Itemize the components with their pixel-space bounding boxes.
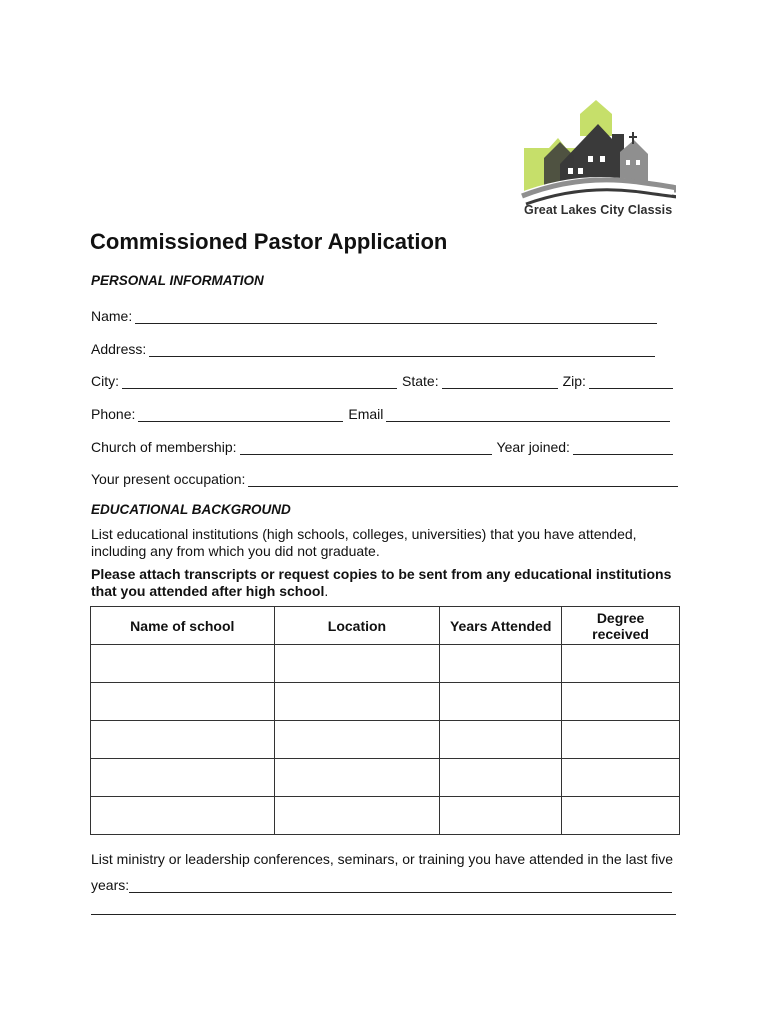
degree-cell[interactable] [562, 797, 680, 835]
name-label: Name: [91, 308, 133, 324]
church-row [91, 437, 673, 455]
email-field[interactable] [386, 407, 670, 422]
col-header-location: Location [274, 607, 440, 645]
year-joined-field[interactable] [573, 440, 673, 455]
zip-label: Zip: [562, 373, 586, 389]
school-name-cell[interactable] [91, 683, 275, 721]
col-header-degree-text: Degree received [592, 609, 649, 642]
address-label: Address: [91, 341, 147, 357]
years-cell[interactable] [440, 797, 562, 835]
school-name-cell[interactable] [91, 797, 275, 835]
training-prompt: List ministry or leadership conferences, seminars, or training you have attended in the last five [91, 851, 674, 867]
transcripts-note [91, 566, 691, 600]
degree-cell[interactable] [562, 721, 680, 759]
years-cell[interactable] [440, 683, 562, 721]
table-row [91, 645, 680, 683]
transcripts-note-bold: Please attach transcripts or request copies to be sent from any educational institutions that you attended after high school [91, 566, 672, 599]
table-row [91, 683, 680, 721]
state-label: State: [402, 373, 439, 389]
location-cell[interactable] [274, 759, 440, 797]
training-years-label: years: [91, 877, 130, 893]
logo-window [600, 156, 605, 162]
training-field-line1[interactable] [129, 878, 672, 893]
logo-window [578, 168, 583, 174]
logo-cross-horizontal [629, 136, 637, 138]
school-name-cell[interactable] [91, 759, 275, 797]
table-row [91, 797, 680, 835]
personal-info-heading: PERSONAL INFORMATION [91, 273, 264, 288]
page-title: Commissioned Pastor Application [90, 229, 448, 254]
table-row [91, 759, 680, 797]
email-label: Email [348, 406, 384, 422]
year-joined-label: Year joined: [496, 439, 570, 455]
years-cell[interactable] [440, 721, 562, 759]
school-name-cell[interactable] [91, 721, 275, 759]
name-field[interactable] [135, 309, 657, 324]
transcripts-note-tail: . [324, 583, 329, 599]
city-field[interactable] [122, 374, 397, 389]
city-label: City: [91, 373, 119, 389]
logo-window [626, 160, 630, 165]
location-cell[interactable] [274, 721, 440, 759]
logo-window [568, 168, 573, 174]
years-cell[interactable] [440, 759, 562, 797]
schools-table-header [91, 607, 680, 645]
education-heading: EDUCATIONAL BACKGROUND [91, 502, 291, 517]
table-row [91, 721, 680, 759]
degree-cell[interactable] [562, 759, 680, 797]
years-cell[interactable] [440, 645, 562, 683]
church-field[interactable] [240, 440, 492, 455]
address-row [91, 339, 655, 357]
church-label: Church of membership: [91, 439, 237, 455]
location-cell[interactable] [274, 683, 440, 721]
zip-field[interactable] [589, 374, 673, 389]
location-cell[interactable] [274, 797, 440, 835]
degree-cell[interactable] [562, 683, 680, 721]
phone-field[interactable] [138, 407, 343, 422]
phone-email-row [91, 404, 670, 422]
name-row [91, 306, 657, 324]
school-name-cell[interactable] [91, 645, 275, 683]
occupation-row [91, 469, 678, 487]
state-field[interactable] [442, 374, 558, 389]
occupation-label: Your present occupation: [91, 471, 246, 487]
city-state-zip-row [91, 371, 673, 389]
training-field-line2[interactable] [91, 914, 676, 915]
education-instruction: List educational institutions (high schools, colleges, universities) that you have attended, including any from which you did not graduate. [91, 526, 637, 559]
logo-window [636, 160, 640, 165]
phone-label: Phone: [91, 406, 136, 422]
col-header-school: Name of school [91, 607, 275, 645]
occupation-field[interactable] [248, 472, 678, 487]
classis-name: Great Lakes City Classis [524, 203, 673, 217]
logo-window [588, 156, 593, 162]
location-cell[interactable] [274, 645, 440, 683]
address-field[interactable] [149, 342, 655, 357]
degree-cell[interactable] [562, 645, 680, 683]
training-years-row [91, 875, 672, 893]
col-header-years: Years Attended [440, 607, 562, 645]
schools-table [90, 606, 680, 835]
col-header-degree [562, 607, 680, 645]
